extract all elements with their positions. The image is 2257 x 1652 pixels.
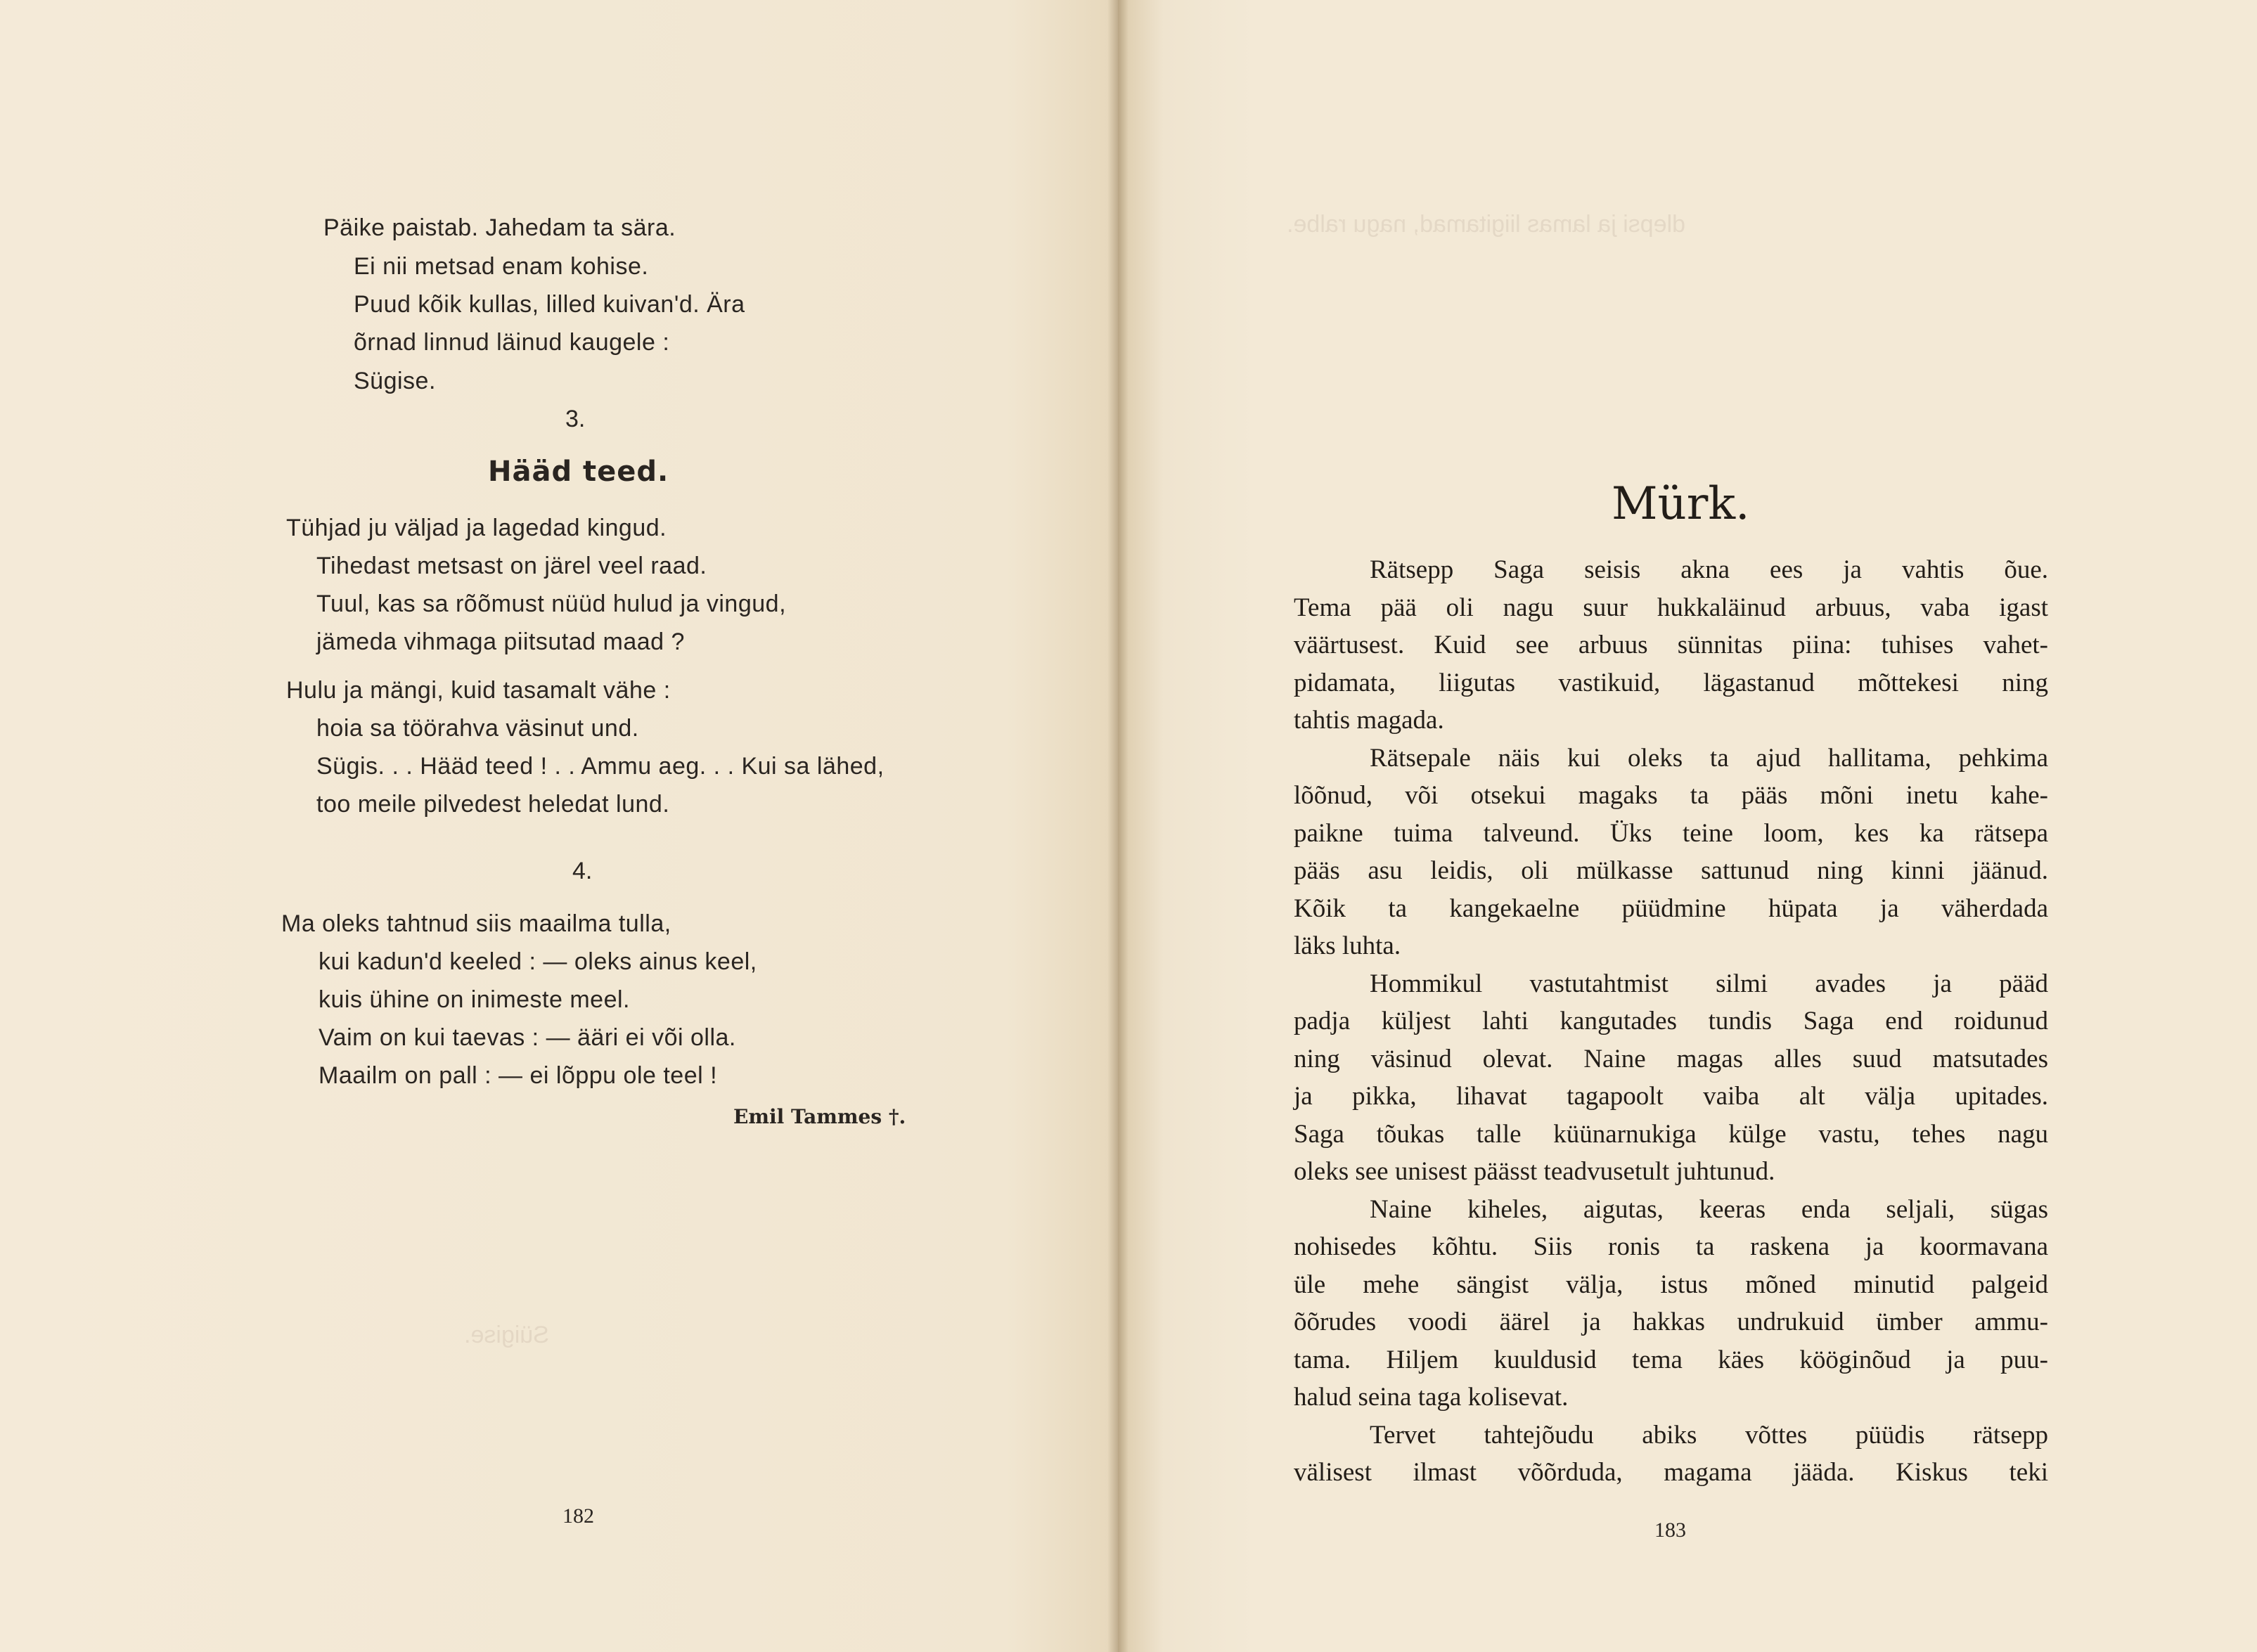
text-line: oleks see unisest päässt teadvusetult juhtunud. (1294, 1157, 1775, 1186)
page-number-right: 183 (1654, 1518, 1686, 1542)
poem-line: kuis ühine on inimeste meel. (319, 986, 631, 1013)
text-line: lõõnud, või otsekui magaks ta pääs mõni inetu kahe- (1294, 781, 2048, 810)
story-body (1294, 551, 2048, 1492)
story-title: Mürk. (1612, 478, 1750, 530)
text-line: Hommikul vastutahtmist silmi avades ja pääd (1370, 969, 2048, 998)
poem-line: Vaim on kui taevas : — ääri ei või olla. (319, 1024, 736, 1051)
page-number-left: 182 (562, 1504, 594, 1528)
text-line: ja pikka, lihavat tagapoolt vaiba alt välja upitades. (1294, 1082, 2048, 1111)
poem-line: kui kadun'd keeled : — oleks ainus keel, (319, 948, 757, 975)
text-line: üle mehe sängist välja, istus mõned minutid palgeid (1294, 1270, 2048, 1299)
poem-line: Maailm on pall : — ei lõppu ole teel ! (319, 1062, 718, 1089)
text-line: pidamata, liigutas vastikuid, lägastanud mõttekesi ning (1294, 668, 2048, 697)
poem-line: Sügise. (354, 368, 436, 394)
poem-title: Hääd teed. (488, 456, 669, 488)
bleed-through-text: Süigise. (464, 1322, 549, 1348)
text-line: Saga tõukas talle küünarnukiga külge vastu, tehes nagu (1294, 1119, 2048, 1149)
section-number: 4. (572, 858, 593, 884)
text-line: välisest ilmast võõrduda, magama jääda. Kiskus teki (1294, 1458, 2048, 1487)
poem-line: Päike paistab. Jahedam ta sära. (323, 214, 676, 241)
poem-line: Puud kõik kullas, lilled kuivan'd. Ära (354, 291, 745, 318)
text-line: tama. Hiljem kuuldusid tema käes kööginõud ja puu- (1294, 1345, 2048, 1374)
text-line: pääs asu leidis, oli mülkasse sattunud ning kinni jäänud. (1294, 856, 2048, 885)
author-signature: Emil Tammes †. (733, 1105, 906, 1128)
text-line: ning väsinud olevat. Naine magas alles suud matsutades (1294, 1044, 2048, 1073)
text-line: Tema pää oli nagu suur hukkaläinud arbuus, vaba igast (1294, 593, 2048, 622)
text-line: Naine kiheles, aigutas, keeras enda seljali, sügas (1370, 1194, 2048, 1224)
poem-line: Tuul, kas sa rõõmust nüüd hulud ja vingud, (316, 591, 787, 617)
poem-line: Ma oleks tahtnud siis maailma tulla, (281, 910, 671, 937)
poem-line: õrnad linnud läinud kaugele : (354, 329, 670, 356)
poem-line: Ei nii metsad enam kohise. (354, 253, 649, 280)
poem-line: Hulu ja mängi, kuid tasamalt vähe : (286, 677, 671, 704)
text-line: paikne tuima talveund. Üks teine loom, kes ka rätsepa (1294, 818, 2048, 848)
poem-line: hoia sa töörahva väsinut und. (316, 715, 639, 742)
poem-line: too meile pilvedest heledat lund. (316, 791, 670, 818)
book-gutter (1107, 0, 1128, 1652)
poem-line: jämeda vihmaga piitsutad maad ? (316, 628, 685, 655)
text-line: Tervet tahtejõudu abiks võttes püüdis rätsepp (1370, 1420, 2048, 1450)
text-line: tahtis magada. (1294, 706, 1444, 735)
text-line: halud seina taga kolisevat. (1294, 1383, 1569, 1412)
text-line: Kõik ta kangekaelne püüdmine hüpata ja väherdada (1294, 893, 2048, 923)
poem-line: Sügis. . . Hääd teed ! . . Ammu aeg. . . Kui sa lähed, (316, 753, 885, 780)
text-line: Rätsepale näis kui oleks ta ajud hallitama, pehkima (1370, 743, 2048, 773)
poem-line: Tihedast metsast on järel veel raad. (316, 553, 707, 579)
text-line: nohisedes kõhtu. Siis ronis ta raskena ja koormavana (1294, 1232, 2048, 1261)
text-line: väärtusest. Kuid see arbuus sünnitas piina: tuhises vahet- (1294, 631, 2048, 659)
poem-line: Tühjad ju väljad ja lagedad kingud. (286, 515, 667, 541)
text-line: Rätsepp Saga seisis akna ees ja vahtis õue. (1370, 555, 2048, 584)
section-number: 3. (565, 406, 586, 432)
text-line: õõrudes voodi äärel ja hakkas undrukuid ümber ammu- (1294, 1308, 2048, 1336)
bleed-through-text: dlepsi ja lamas liigitamad, nagu ralbe. (1287, 211, 1685, 238)
text-line: läks luhta. (1294, 931, 1401, 960)
text-line: padja küljest lahti kangutades tundis Saga end roidunud (1294, 1007, 2048, 1035)
